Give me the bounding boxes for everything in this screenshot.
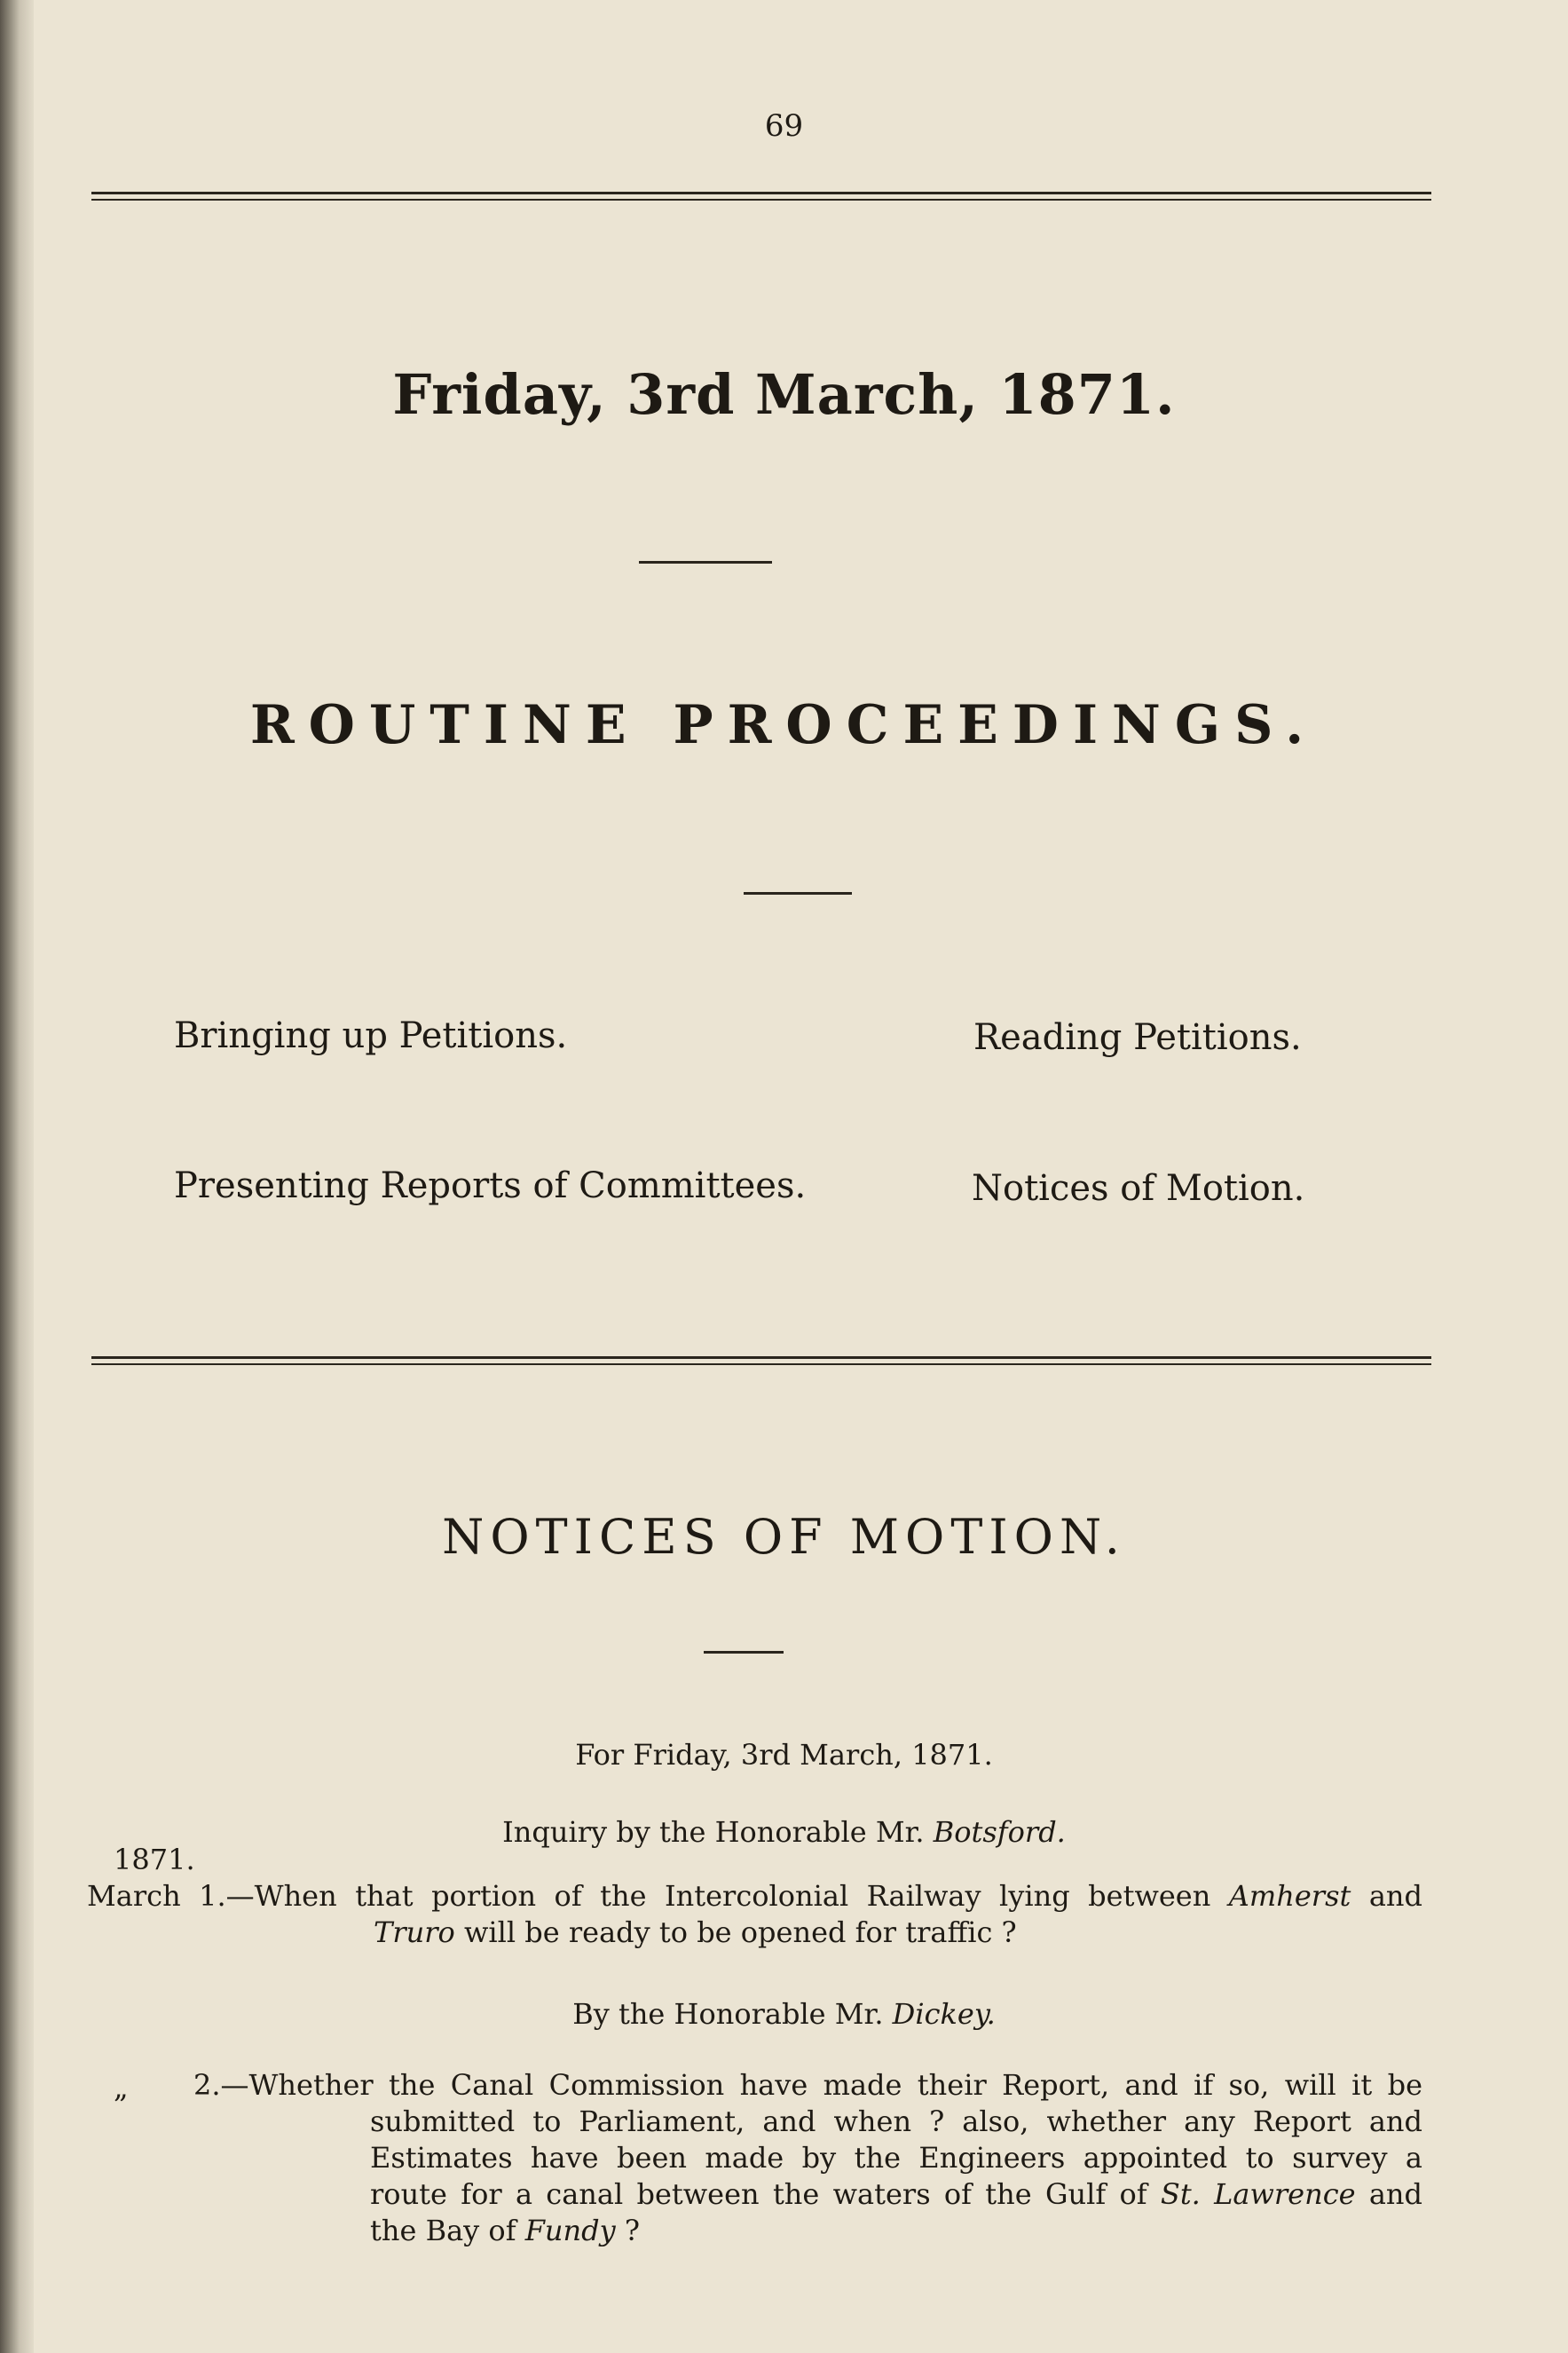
routine-item-bringing-up-petitions: Bringing up Petitions. bbox=[174, 1015, 568, 1056]
motion-2-line-5: the Bay of Fundy ? bbox=[370, 2214, 641, 2247]
motion-2-line-4: route for a canal between the waters of the Gulf of St. Lawrence and bbox=[370, 2177, 1422, 2211]
short-rule bbox=[639, 561, 772, 564]
routine-item-reading-petitions: Reading Petitions. bbox=[973, 1017, 1302, 1058]
section-title: ROUTINE PROCEEDINGS. bbox=[249, 694, 1319, 756]
motion-1-line-2: Truro will be ready to be opened for traffic ? bbox=[374, 1915, 1017, 1949]
motion-2-line-2: submitted to Parliament, and when ? also, whether any Report and bbox=[370, 2104, 1422, 2138]
notices-title: NOTICES OF MOTION. bbox=[442, 1509, 1126, 1565]
year-label: 1871. bbox=[114, 1843, 195, 1876]
top-double-rule bbox=[91, 192, 1431, 201]
place-name: Amherst bbox=[1228, 1879, 1351, 1913]
page-number: 69 bbox=[764, 108, 804, 144]
date-title: Friday, 3rd March, 1871. bbox=[392, 362, 1176, 427]
short-rule bbox=[744, 892, 852, 895]
motion-1-line-1: March 1.—When that portion of the Intercolonial Railway lying between Amherst and bbox=[87, 1879, 1422, 1913]
routine-item-presenting-reports: Presenting Reports of Committees. bbox=[174, 1165, 807, 1206]
place-name: Truro bbox=[374, 1915, 455, 1949]
member-name: Dickey. bbox=[892, 1997, 996, 2031]
inquiry-heading-dickey: By the Honorable Mr. Dickey. bbox=[572, 1997, 996, 2031]
short-rule bbox=[704, 1651, 784, 1654]
ditto-mark: „ bbox=[114, 2071, 129, 2104]
place-name: St. Lawrence bbox=[1160, 2177, 1356, 2211]
place-name: Fundy bbox=[524, 2214, 616, 2247]
inquiry-heading-botsford: Inquiry by the Honorable Mr. Botsford. bbox=[502, 1815, 1066, 1849]
member-name: Botsford. bbox=[933, 1815, 1066, 1849]
routine-item-notices-of-motion: Notices of Motion. bbox=[972, 1168, 1305, 1209]
for-date-heading: For Friday, 3rd March, 1871. bbox=[575, 1738, 993, 1772]
motion-2-line-1: 2.—Whether the Canal Commission have made their Report, and if so, will it be bbox=[193, 2068, 1422, 2102]
middle-double-rule bbox=[91, 1356, 1431, 1365]
motion-2-line-3: Estimates have been made by the Engineers appointed to survey a bbox=[370, 2141, 1422, 2175]
